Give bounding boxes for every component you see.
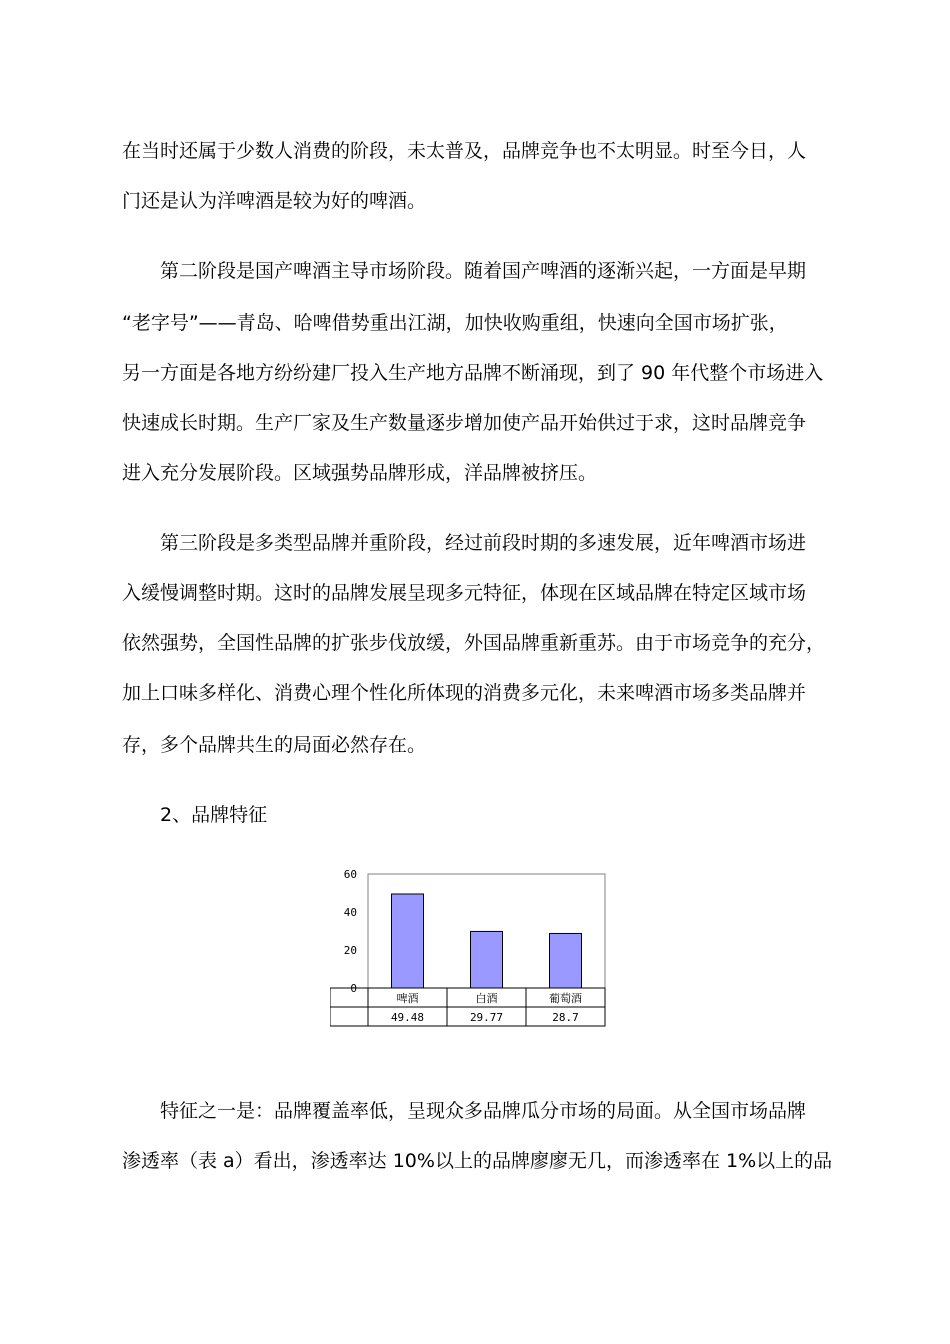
value-label: 28.7 [552,1011,579,1024]
category-label: 啤酒 [396,992,419,1005]
text-line: 第二阶段是国产啤酒主导市场阶段。随着国产啤酒的逐渐兴起，一方面是早期 [160,260,807,282]
drink-share-bar-chart [330,862,620,1032]
text-line: 存，多个品牌共生的局面必然存在。 [122,734,427,756]
text-line: 第三阶段是多类型品牌并重阶段，经过前段时期的多速发展，近年啤酒市场进 [160,532,807,554]
value-label: 49.48 [390,1011,425,1024]
bar-2 [550,933,582,988]
text-line: 门还是认为洋啤酒是较为好的啤酒。 [122,190,427,212]
text-line: 快速成长时期。生产厂家及生产数量逐步增加使产品开始供过于求，这时品牌竞争 [122,412,807,434]
y-tick-label: 60 [343,868,357,881]
text-line: 另一方面是各地方纷纷建厂投入生产地方品牌不断涌现，到了 90 年代整个市场进入 [122,362,824,384]
y-axis-ticks [344,868,357,995]
text-line: 入缓慢调整时期。这时的品牌发展呈现多元特征，体现在区域品牌在特定区域市场 [122,582,807,604]
text-line: 依然强势，全国性品牌的扩张步伐放缓，外国品牌重新重苏。由于市场竞争的充分， [122,632,826,654]
text-line: “老字号”——青岛、哈啤借势重出江湖，加快收购重组，快速向全国市场扩张， [122,312,788,334]
text-line: 特征之一是：品牌覆盖率低，呈现众多品牌瓜分市场的局面。从全国市场品牌 [160,1100,807,1122]
bar-1 [471,931,503,988]
text-line: 2、品牌特征 [160,804,268,826]
category-label: 葡萄酒 [549,992,582,1005]
y-tick-label: 0 [350,982,357,995]
bar-0 [392,894,424,988]
y-tick-label: 20 [343,944,357,957]
y-tick-label: 40 [343,906,357,919]
text-line: 进入充分发展阶段。区域强势品牌形成，洋品牌被挤压。 [122,462,598,484]
data-table [330,988,605,1026]
text-line: 加上口味多样化、消费心理个性化所体现的消费多元化，未来啤酒市场多类品牌并 [122,682,807,704]
text-line: 在当时还属于少数人消费的阶段，未太普及，品牌竞争也不太明显。时至今日，人 [122,140,807,162]
text-line: 渗透率（表 a）看出，渗透率达 10%以上的品牌廖廖无几，而渗透率在 1%以上的品 [122,1150,833,1172]
value-label: 29.77 [469,1011,504,1024]
category-label: 白酒 [475,992,498,1005]
